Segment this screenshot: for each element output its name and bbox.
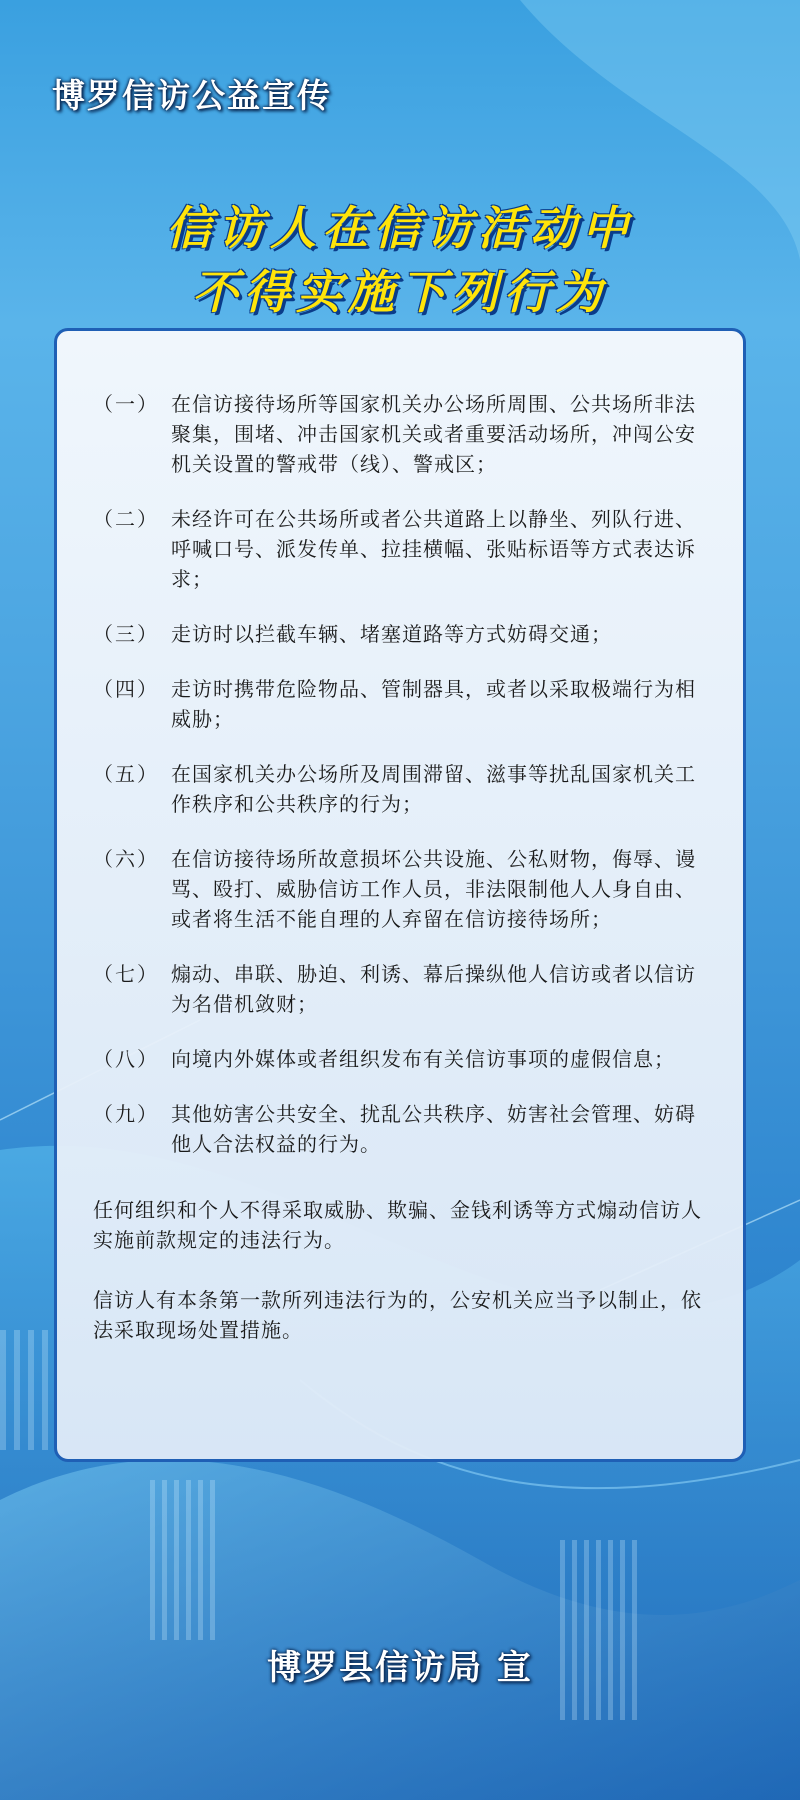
- clause-item: [93, 1044, 707, 1074]
- clause-number: （四）: [93, 677, 159, 701]
- clause-item: [93, 759, 707, 819]
- clause-number: （一）: [93, 392, 159, 416]
- note-paragraph: 信访人有本条第一款所列违法行为的，公安机关应当予以制止，依法采取现场处置措施。: [93, 1288, 702, 1342]
- clause-text: 在信访接待场所故意损坏公共设施、公私财物，侮辱、谩骂、殴打、威胁信访工作人员，非法限制他人人身自由、或者将生活不能自理的人弃留在信访接待场所；: [171, 847, 696, 931]
- note-paragraph: 任何组织和个人不得采取威胁、欺骗、金钱利诱等方式煽动信访人实施前款规定的违法行为。: [93, 1198, 702, 1252]
- clause-number: （七）: [93, 962, 159, 986]
- clause-text: 在信访接待场所等国家机关办公场所周围、公共场所非法聚集，围堵、冲击国家机关或者重要活动场所，冲闯公安机关设置的警戒带（线）、警戒区；: [171, 392, 696, 476]
- clause-text: 走访时以拦截车辆、堵塞道路等方式妨碍交通；: [171, 622, 612, 646]
- clause-item: [93, 959, 707, 1019]
- clause-number: （二）: [93, 507, 159, 531]
- clause-item: [93, 1099, 707, 1159]
- poster-title-line-1: 信访人在信访活动中: [166, 201, 634, 255]
- clause-text: 向境内外媒体或者组织发布有关信访事项的虚假信息；: [171, 1047, 675, 1071]
- clause-item: [93, 619, 707, 649]
- clause-text: 在国家机关办公场所及周围滞留、滋事等扰乱国家机关工作秩序和公共秩序的行为；: [171, 762, 696, 816]
- campaign-header: 博罗信访公益宣传: [52, 76, 332, 115]
- poster-title: [0, 196, 800, 324]
- clause-item: [93, 844, 707, 934]
- clause-number: （八）: [93, 1047, 159, 1071]
- clause-text: 煽动、串联、胁迫、利诱、幕后操纵他人信访或者以信访为名借机敛财；: [171, 962, 696, 1016]
- poster-title-line-2: 不得实施下列行为: [192, 265, 608, 319]
- clause-item: [93, 674, 707, 734]
- clause-text: 未经许可在公共场所或者公共道路上以静坐、列队行进、呼喊口号、派发传单、拉挂横幅、张贴标语等方式表达诉求；: [171, 507, 696, 591]
- clause-item: [93, 504, 707, 594]
- clause-number: （九）: [93, 1102, 159, 1126]
- clause-text: 走访时携带危险物品、管制器具，或者以采取极端行为相威胁；: [171, 677, 696, 731]
- content-panel: [54, 328, 746, 1462]
- clause-item: [93, 389, 707, 479]
- clause-number: （五）: [93, 762, 159, 786]
- clause-text: 其他妨害公共安全、扰乱公共秩序、妨害社会管理、妨碍他人合法权益的行为。: [171, 1102, 696, 1156]
- clause-number: （三）: [93, 622, 159, 646]
- issuer-footer: 博罗县信访局 宣: [267, 1648, 533, 1688]
- clause-number: （六）: [93, 847, 159, 871]
